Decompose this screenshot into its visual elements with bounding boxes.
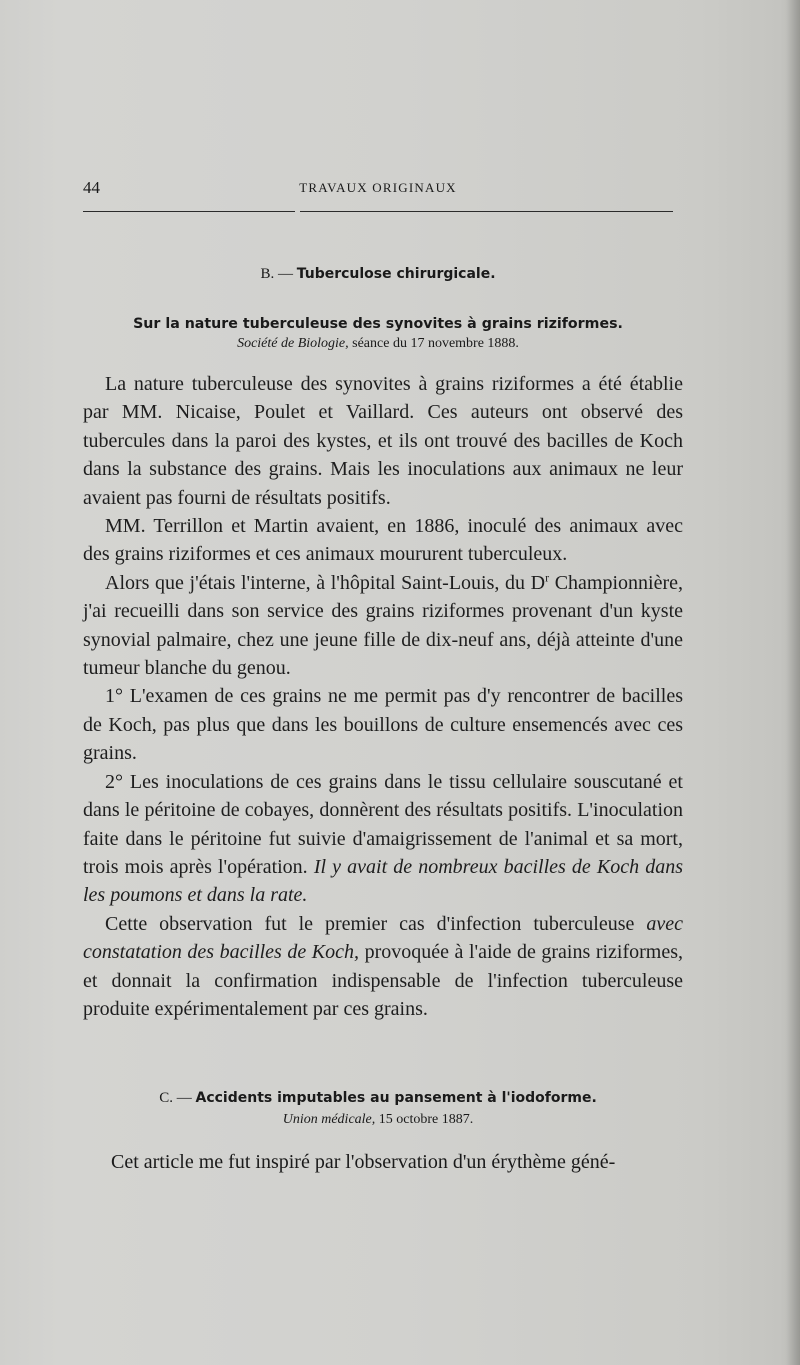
page-number: 44: [83, 178, 100, 197]
paragraph-5-italic: Il y avait de nombreux bacilles de Koch dans les poumons et dans la rate.: [83, 855, 684, 907]
article-source-date: séance du 17 novembre 1888.: [348, 336, 519, 351]
section-c-first-line: Cet article me fut inspiré par l'observation d'un érythème géné-: [111, 1151, 616, 1173]
paragraph-6: [83, 910, 683, 1024]
section-c-journal: Union médicale,: [282, 1112, 376, 1127]
header-rule-left: [83, 211, 295, 212]
running-title: TRAVAUX ORIGINAUX: [299, 180, 457, 195]
section-c-heading: [83, 1090, 673, 1107]
paragraph-6-start: Cette observation fut le premier cas d'infection tuberculeuse: [105, 912, 635, 935]
section-c-title: Accidents imputables au pansement à l'iodoforme.: [195, 1090, 597, 1106]
paragraph-2: MM. Terrillon et Martin avaient, en 1886, inoculé des animaux avec des grains riziformes et ces animaux moururent tuberculeux.: [83, 515, 683, 566]
paragraph-5-text: 2° Les inoculations de ces grains dans le tissu cellulaire souscutané et dans le péritoine de cobayes, donnèrent des résultats positifs. L'inoculation faite dans le péritoine fut suivie d'amaigrissement de l'animal et sa mort, trois mois après l'opération.: [83, 770, 683, 878]
section-c-label: C. —: [159, 1090, 192, 1106]
paragraph-3: [83, 569, 683, 683]
header-rule-right: [300, 211, 673, 212]
page-edge-shadow: [786, 0, 800, 1365]
article-title: Sur la nature tuberculeuse des synovites à grains riziformes.: [133, 316, 623, 332]
article-source-journal: Société de Biologie,: [237, 336, 349, 351]
paragraph-6-italic: avec constatation des bacilles de Koch,: [83, 912, 683, 964]
paragraph-6-end: provoquée à l'aide de grains riziformes, et donnait la confirmation indispensable de l'infection tuberculeuse produite expérimentalement par ces grains.: [83, 941, 683, 1020]
paragraph-4: 1° L'examen de ces grains ne me permit pas d'y rencontrer de bacilles de Koch, pas plus que dans les bouillons de culture ensemencés avec ces grains.: [83, 685, 683, 765]
paragraph-3-end: Championnière, j'ai recueilli dans son service des grains riziformes provenant d'un kyste synovial palmaire, chez une jeune fille de dix-neuf ans, déjà atteinte d'une tumeur blanche du genou.: [83, 571, 683, 680]
paragraph-3-superscript: r: [545, 570, 550, 585]
section-c-date: 15 octobre 1887.: [375, 1112, 474, 1127]
paragraph-1: La nature tuberculeuse des synovites à grains riziformes a été établie par MM. Nicaise, Poulet et Vaillard. Ces auteurs ont observé des tubercules dans la paroi des kystes, et ils ont trouvé des bacilles de Koch dans la substance des grains. Mais les inoculations aux animaux ne leur avaient pas fourni de résultats positifs.: [83, 373, 683, 509]
section-b-heading: [83, 266, 673, 283]
article-source: [83, 336, 673, 352]
paragraph-5: [83, 768, 683, 910]
section-b-title: Tuberculose chirurgicale.: [296, 266, 496, 282]
section-b-label: B. —: [260, 266, 293, 282]
section-c-source: [83, 1112, 673, 1128]
running-header: [83, 178, 673, 198]
article-body: [83, 370, 683, 1023]
paragraph-3-start: Alors que j'étais l'interne, à l'hôpital Saint-Louis, du D: [105, 571, 546, 594]
